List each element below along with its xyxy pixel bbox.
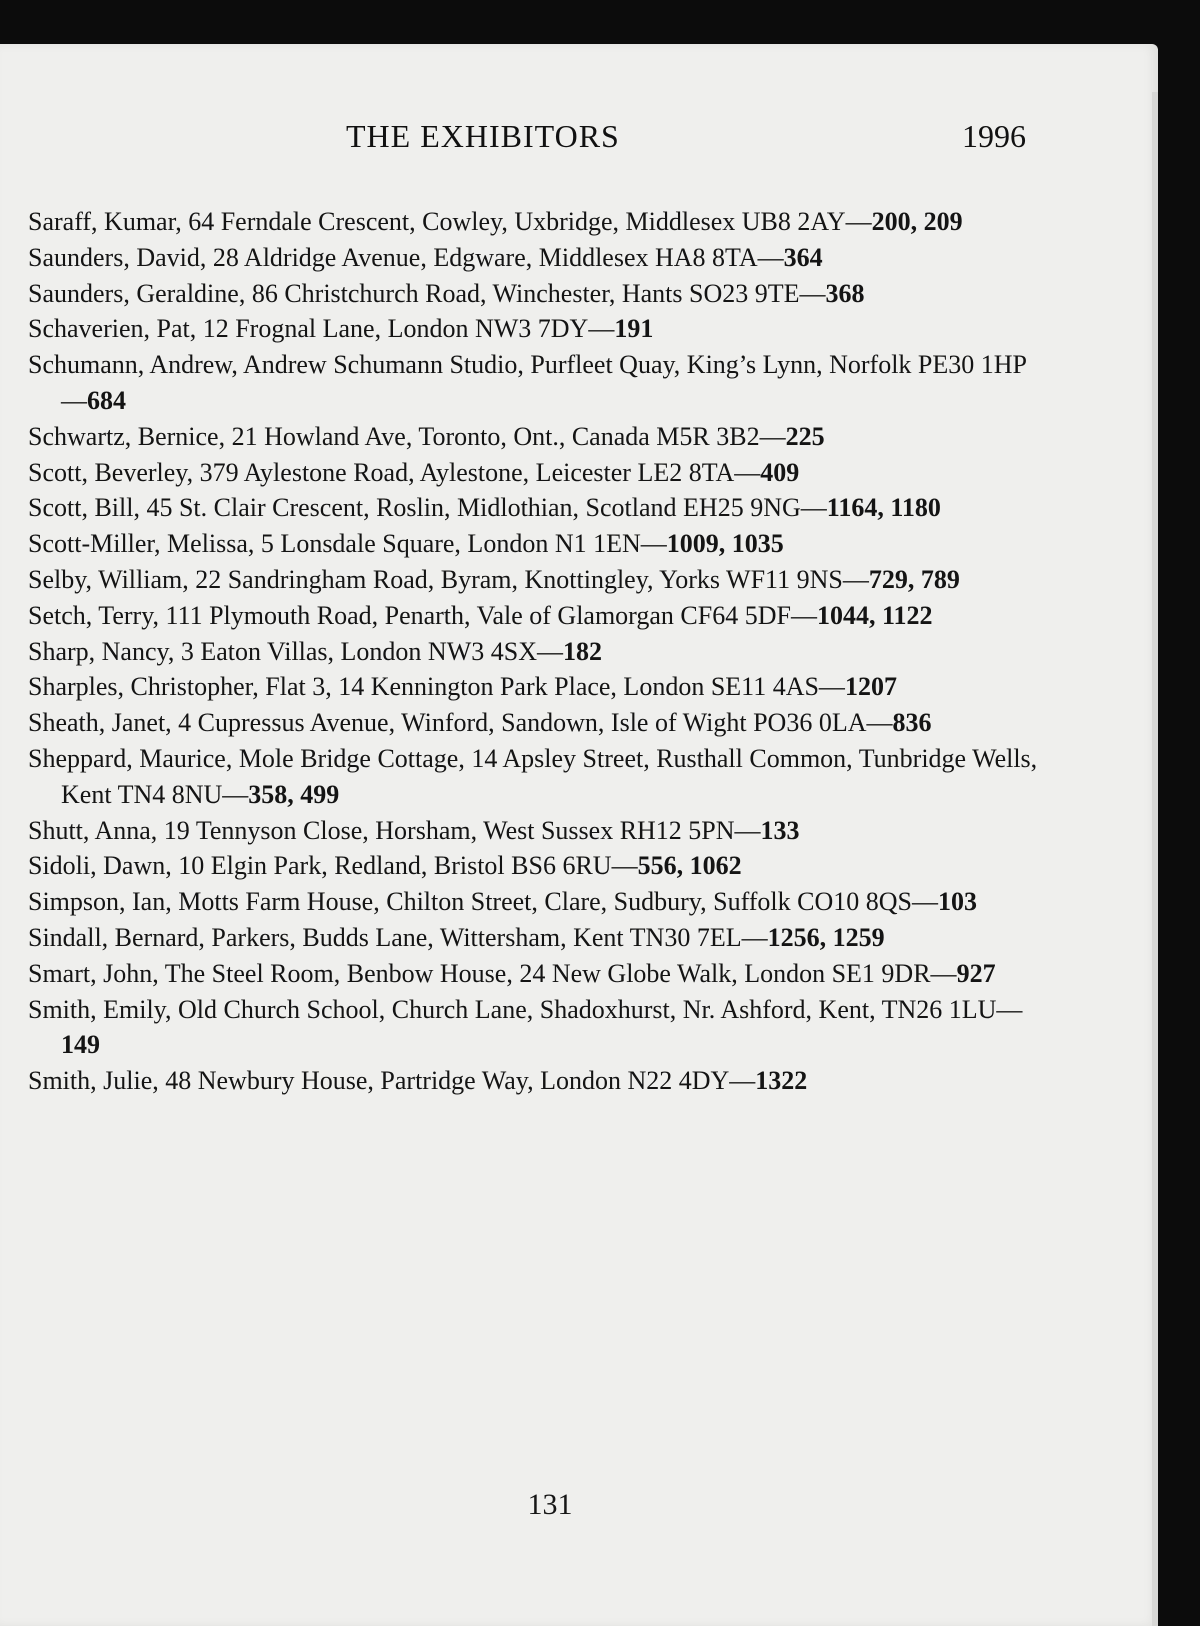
entry-catalogue-numbers: 225 [785,421,825,451]
entry-catalogue-numbers: 191 [614,314,654,344]
entry-text: Sindall, Bernard, Parkers, Budds Lane, Wittersham, Kent TN30 7EL— [28,922,768,952]
entry-text: Selby, William, 22 Sandringham Road, Byram, Knottingley, Yorks WF11 9NS— [28,564,869,594]
entry-catalogue-numbers: 358, 499 [248,779,340,809]
entry-text: Schaverien, Pat, 12 Frognal Lane, London NW3 7DY— [28,314,615,344]
entry-catalogue-numbers: 133 [760,815,800,845]
exhibitor-entry [28,813,1038,849]
entry-text: Sidoli, Dawn, 10 Elgin Park, Redland, Bristol BS6 6RU— [28,851,638,881]
entry-text: Smart, John, The Steel Room, Benbow House, 24 New Globe Walk, London SE1 9DR— [28,958,957,988]
running-head-title: THE EXHIBITORS [346,118,620,154]
exhibitor-entry [28,490,1038,526]
exhibitor-entry [28,705,1038,741]
exhibitor-entry [28,455,1038,491]
entry-text: Saraff, Kumar, 64 Ferndale Crescent, Cowley, Uxbridge, Middlesex UB8 2AY— [28,207,872,236]
entry-text: Scott, Beverley, 379 Aylestone Road, Aylestone, Leicester LE2 8TA— [28,457,761,487]
entry-catalogue-numbers: 364 [783,242,823,272]
running-head [0,118,1158,158]
exhibitor-entry [28,204,1038,240]
entry-catalogue-numbers: 556, 1062 [637,851,742,881]
entry-catalogue-numbers: 149 [61,1030,100,1060]
exhibitor-entry [28,741,1038,813]
exhibitor-entry [28,669,1038,705]
entry-text: Sheath, Janet, 4 Cupressus Avenue, Winford, Sandown, Isle of Wight PO36 0LA— [28,708,893,738]
entry-catalogue-numbers: 729, 789 [868,564,960,594]
entry-catalogue-numbers: 1207 [844,672,897,702]
exhibitor-entry [28,276,1038,312]
exhibitor-entry [28,634,1038,670]
entry-text: Sharp, Nancy, 3 Eaton Villas, London NW3 4SX— [28,636,563,666]
exhibitor-entry [28,956,1038,992]
running-head-year: 1996 [962,118,1026,154]
entry-text: Smith, Julie, 48 Newbury House, Partridge Way, London N22 4DY— [28,1066,756,1096]
entry-text: Saunders, David, 28 Aldridge Avenue, Edgware, Middlesex HA8 8TA— [28,242,784,272]
entry-text: Schwartz, Bernice, 21 Howland Ave, Toronto, Ont., Canada M5R 3B2— [28,421,786,451]
exhibitor-entry [28,848,1038,884]
exhibitor-list [28,204,1038,1099]
entry-text: Schumann, Andrew, Andrew Schumann Studio, Purfleet Quay, King’s Lynn, Norfolk PE30 1HP— [28,350,1027,415]
entry-text: Scott, Bill, 45 St. Clair Crescent, Roslin, Midlothian, Scotland EH25 9NG— [28,493,827,523]
exhibitor-entry [28,598,1038,634]
entry-catalogue-numbers: 1256, 1259 [767,922,885,952]
exhibitor-entry [28,992,1038,1064]
entry-catalogue-numbers: 1164, 1180 [826,493,941,523]
entry-text: Sheppard, Maurice, Mole Bridge Cottage, 14 Apsley Street, Rusthall Common, Tunbridge Wells, Kent TN4 8NU— [28,743,1038,809]
entry-text: Scott-Miller, Melissa, 5 Lonsdale Square, London N1 1EN— [28,529,667,559]
page-number: 131 [527,1488,573,1521]
page-edge [1152,92,1158,1626]
entry-text: Smith, Emily, Old Church School, Church Lane, Shadoxhurst, Nr. Ashford, Kent, TN26 1LU— [28,994,1023,1024]
exhibitor-entry [28,884,1038,920]
entry-text: Shutt, Anna, 19 Tennyson Close, Horsham, West Sussex RH12 5PN— [28,815,761,845]
exhibitor-entry [28,1063,1038,1099]
entry-catalogue-numbers: 927 [956,958,996,988]
exhibitor-entry [28,562,1038,598]
entry-text: Sharples, Christopher, Flat 3, 14 Kennington Park Place, London SE11 4AS— [28,672,845,702]
exhibitor-entry [28,526,1038,562]
exhibitor-entry [28,920,1038,956]
entry-catalogue-numbers: 1009, 1035 [666,529,784,559]
entry-catalogue-numbers: 103 [938,887,977,917]
entry-text: Simpson, Ian, Motts Farm House, Chilton Street, Clare, Sudbury, Suffolk CO10 8QS— [28,887,938,917]
entry-catalogue-numbers: 368 [825,278,865,308]
entry-catalogue-numbers: 1322 [755,1066,808,1096]
entry-catalogue-numbers: 684 [87,385,126,415]
entry-catalogue-numbers: 1044, 1122 [816,600,933,630]
entry-text: Setch, Terry, 111 Plymouth Road, Penarth, Vale of Glamorgan CF64 5DF— [28,600,817,630]
entry-text: Saunders, Geraldine, 86 Christchurch Road, Winchester, Hants SO23 9TE— [28,278,826,308]
entry-catalogue-numbers: 182 [562,636,602,666]
entry-catalogue-numbers: 836 [892,708,932,738]
entry-catalogue-numbers: 200, 209 [871,207,963,236]
exhibitor-entry [28,347,1038,419]
exhibitor-entry [28,240,1038,276]
exhibitor-entry [28,419,1038,455]
entry-catalogue-numbers: 409 [760,457,800,487]
exhibitor-entry [28,311,1038,347]
